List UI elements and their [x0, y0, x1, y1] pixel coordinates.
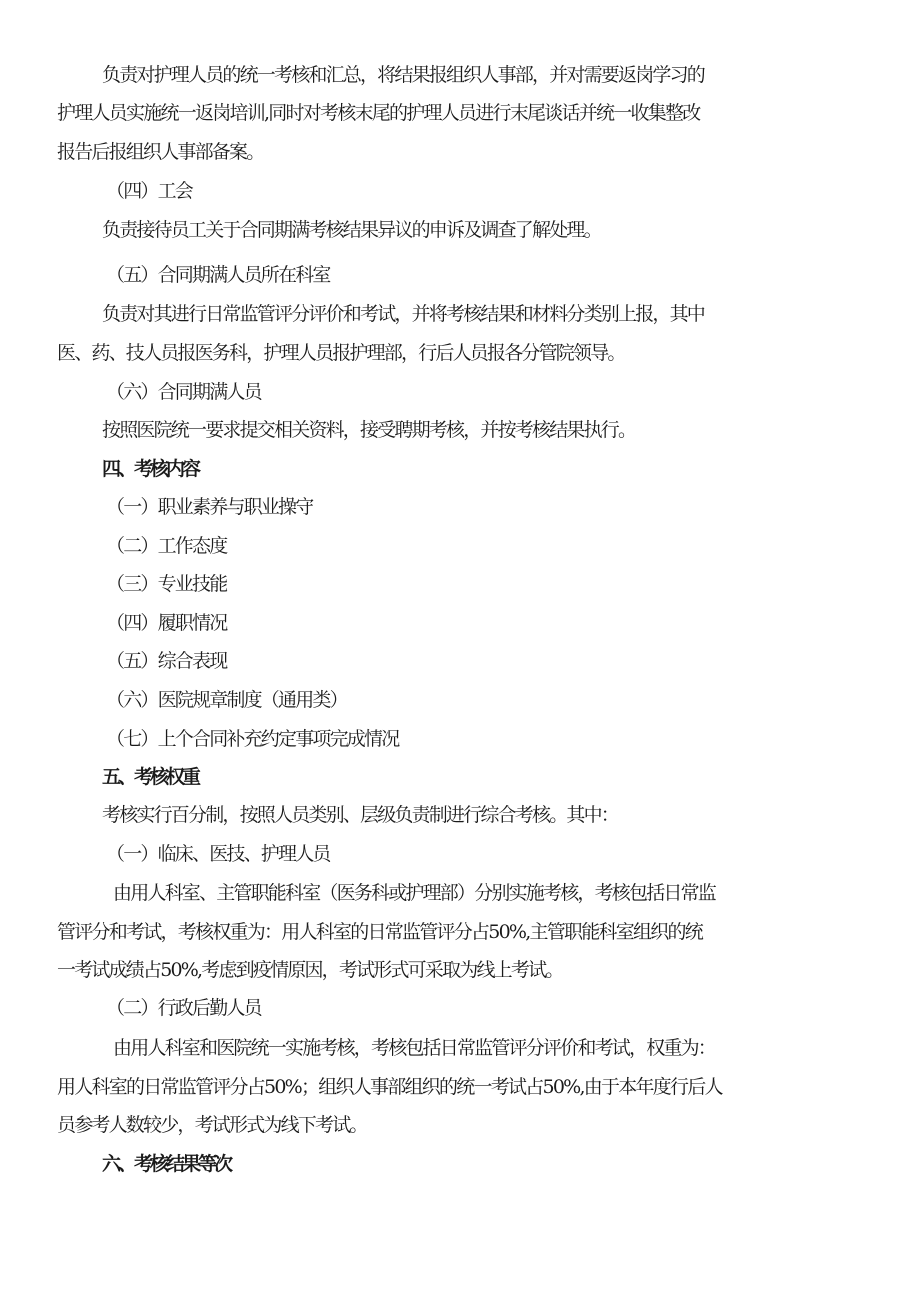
- subsection-heading: （六）合同期满人员: [106, 381, 261, 403]
- list-item: （七）上个合同补充约定事项完成情况: [106, 728, 399, 750]
- paragraph-line: 员参考人数较少，考试形式为线下考试。: [57, 1114, 367, 1136]
- section-heading: 四、考核内容: [102, 458, 199, 480]
- paragraph-line: 由用人科室、主管职能科室（医务科或护理部）分别实施考核，考核包括日常监: [113, 882, 716, 904]
- subsection-heading: （二）行政后勤人员: [106, 997, 261, 1019]
- list-item: （二）工作态度: [106, 535, 227, 557]
- paragraph-line: 医、药、技人员报医务科，护理人员报护理部，行后人员报各分管院领导。: [57, 342, 625, 364]
- paragraph-line: 按照医院统一要求提交相关资料，接受聘期考核，并按考核结果执行。: [102, 419, 636, 441]
- paragraph-line: 负责对其进行日常监管评分评价和考试，并将考核结果和材料分类别上报，其中: [102, 303, 705, 325]
- paragraph-line: 管评分和考试，考核权重为：用人科室的日常监管评分占50%,主管职能科室组织的统: [57, 921, 703, 943]
- list-item: （一）职业素养与职业操守: [106, 496, 313, 518]
- subsection-heading: （一）临床、医技、护理人员: [106, 843, 330, 865]
- paragraph-line: 负责对护理人员的统一考核和汇总，将结果报组织人事部，并对需要返岗学习的: [102, 64, 705, 86]
- paragraph-line: 护理人员实施统一返岗培训,同时对考核末尾的护理人员进行末尾谈话并统一收集整改: [57, 102, 700, 124]
- section-heading: 五、考核权重: [102, 766, 199, 788]
- paragraph-line: 负责接待员工关于合同期满考核结果异议的申诉及调查了解处理。: [102, 219, 601, 241]
- list-item: （五）综合表现: [106, 650, 227, 672]
- paragraph-line: 报告后报组织人事部备案。: [57, 141, 264, 163]
- list-item: （六）医院规章制度（通用类）: [106, 689, 347, 711]
- paragraph-line: 用人科室的日常监管评分占50%；组织人事部组织的统一考试占50%,由于本年度行后人: [57, 1076, 722, 1098]
- subsection-heading: （五）合同期满人员所在科室: [106, 264, 330, 286]
- paragraph-line: 由用人科室和医院统一实施考核，考核包括日常监管评分评价和考试，权重为：: [113, 1037, 716, 1059]
- list-item: （四）履职情况: [106, 612, 227, 634]
- list-item: （三）专业技能: [106, 573, 227, 595]
- paragraph-line: 一考试成绩占50%,考虑到疫情原因，考试形式可采取为线上考试。: [57, 959, 563, 981]
- subsection-heading: （四）工会: [106, 180, 193, 202]
- section-heading: 六、考核结果等次: [102, 1153, 231, 1175]
- paragraph-line: 考核实行百分制，按照人员类别、层级负责制进行综合考核。其中：: [102, 804, 619, 826]
